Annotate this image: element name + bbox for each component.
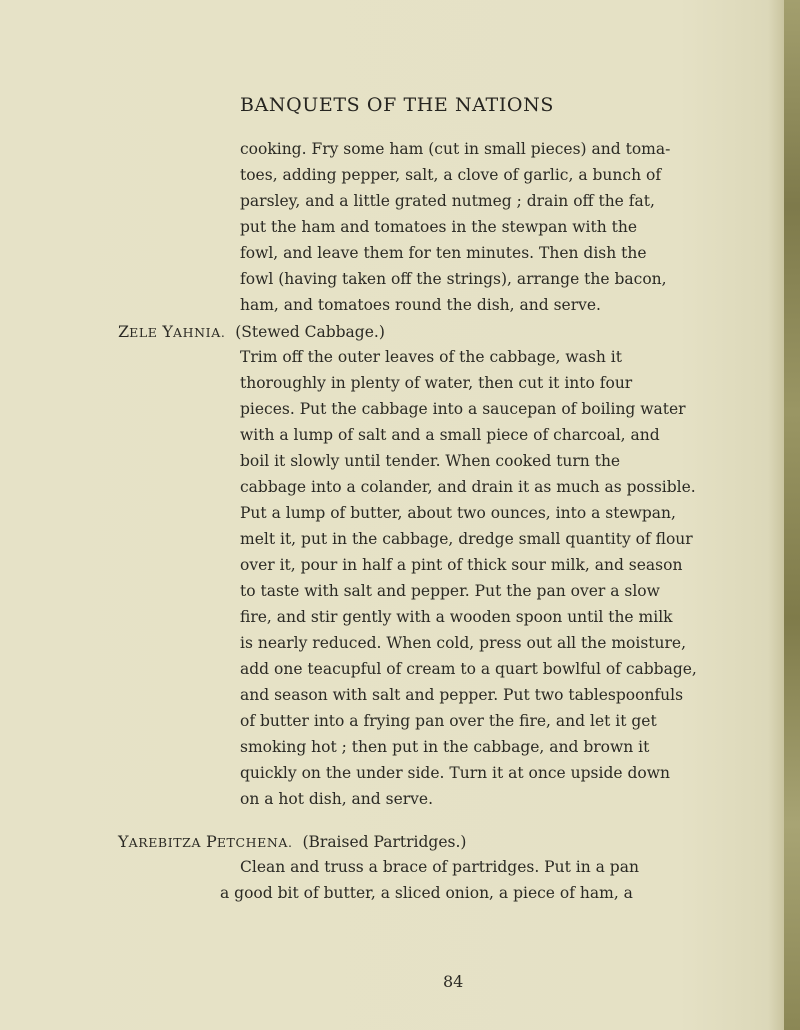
text-line: parsley, and a little grated nutmeg ; drain off the fat, <box>240 192 655 210</box>
text-line: boil it slowly until tender. When cooked turn the <box>240 452 621 470</box>
recipe-subtitle: (Braised Partridges.) <box>302 833 467 851</box>
text-line: on a hot dish, and serve. <box>240 790 434 808</box>
text-line: Trim off the outer leaves of the cabbage, wash it <box>240 348 622 366</box>
text-line: cabbage into a colander, and drain it as much as possible. <box>240 478 696 496</box>
page-edge <box>784 0 800 1030</box>
recipe-title-rest: AREBITZA <box>128 835 202 850</box>
text-line: fowl, and leave them for ten minutes. Then dish the <box>240 244 647 262</box>
page-number: 84 <box>443 972 464 991</box>
recipe-title-initial: Z <box>118 322 130 341</box>
text-line: Clean and truss a brace of partridges. Put in a pan <box>240 858 639 876</box>
text-line: and season with salt and pepper. Put two tablespoonfuls <box>240 686 684 704</box>
text-line: add one teacupful of cream to a quart bowlful of cabbage, <box>240 660 697 678</box>
recipe-heading <box>118 832 466 851</box>
text-line: of butter into a frying pan over the fire, and let it get <box>240 712 657 730</box>
text-line: smoking hot ; then put in the cabbage, and brown it <box>240 738 650 756</box>
running-head: BANQUETS OF THE NATIONS <box>240 94 554 116</box>
text-line: put the ham and tomatoes in the stewpan with the <box>240 218 638 236</box>
text-line: is nearly reduced. When cold, press out all the moisture, <box>240 634 687 652</box>
recipe-subtitle: (Stewed Cabbage.) <box>235 323 385 341</box>
recipe-heading <box>118 322 385 341</box>
recipe-title-rest: ELE <box>129 325 158 340</box>
text-line: toes, adding pepper, salt, a clove of garlic, a bunch of <box>240 166 662 184</box>
text-line: with a lump of salt and a small piece of charcoal, and <box>240 426 660 444</box>
text-line: fowl (having taken off the strings), arrange the bacon, <box>240 270 667 288</box>
recipe-title-initial: P <box>206 832 217 851</box>
text-line: fire, and stir gently with a wooden spoon until the milk <box>240 608 673 626</box>
recipe-title-rest: ETCHENA. <box>216 835 293 850</box>
text-line: melt it, put in the cabbage, dredge small quantity of flour <box>240 530 693 548</box>
text-line: quickly on the under side. Turn it at once upside down <box>240 764 670 782</box>
text-line: ham, and tomatoes round the dish, and serve. <box>240 296 601 314</box>
text-line: Put a lump of butter, about two ounces, into a stewpan, <box>240 504 676 522</box>
recipe-title-initial: Y <box>118 832 129 851</box>
recipe-title-initial: Y <box>162 322 173 341</box>
text-line: a good bit of butter, a sliced onion, a piece of ham, a <box>220 884 633 902</box>
recipe-title-rest: AHNIA. <box>172 325 226 340</box>
text-line: to taste with salt and pepper. Put the pan over a slow <box>240 582 660 600</box>
text-line: pieces. Put the cabbage into a saucepan of boiling water <box>240 400 686 418</box>
text-line: cooking. Fry some ham (cut in small pieces) and toma- <box>240 140 671 158</box>
text-line: over it, pour in half a pint of thick sour milk, and season <box>240 556 683 574</box>
text-line: thoroughly in plenty of water, then cut it into four <box>240 374 633 392</box>
